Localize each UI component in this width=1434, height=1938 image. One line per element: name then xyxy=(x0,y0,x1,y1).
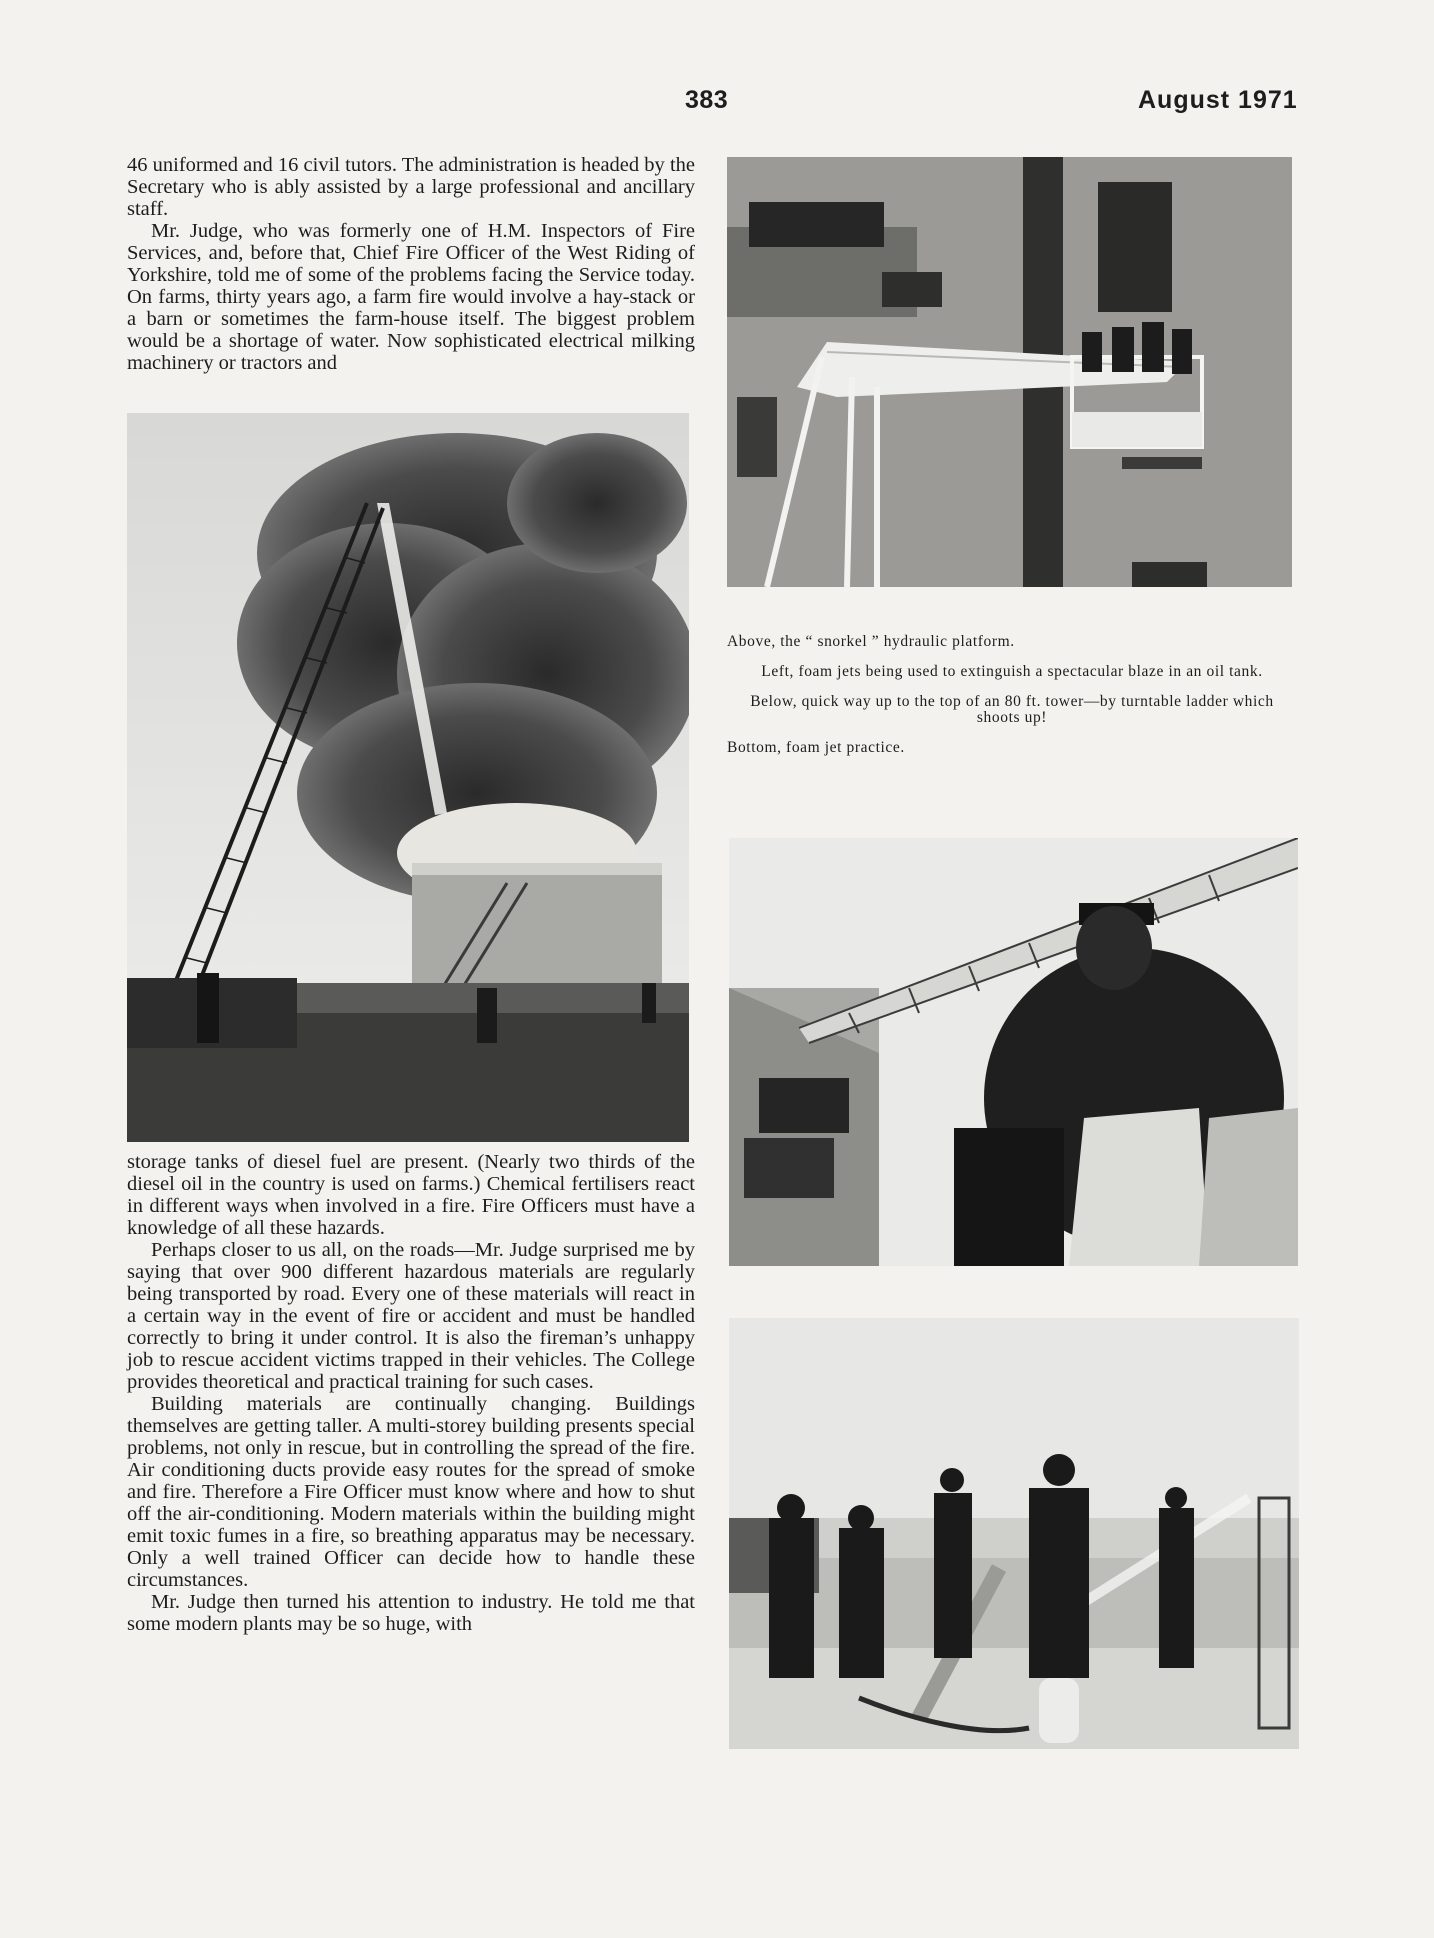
article-paragraph: Mr. Judge then turned his attention to industry. He told me that some modern plants may be so huge, with xyxy=(127,1591,695,1635)
article-paragraph: 46 uniformed and 16 civil tutors. The administration is headed by the Secretary who is ably assisted by a large professional and ancillary staff. xyxy=(127,154,695,220)
caption-below: Below, quick way up to the top of an 80 ft. tower—by turntable ladder which shoots up! xyxy=(750,693,1274,726)
article-paragraph: Perhaps closer to us all, on the roads—Mr. Judge surprised me by saying that over 900 different hazardous materials are regularly being transported by road. Every one of these materials will react in a certain way in the event of fire or accident and must be handled correctly to bring it under control. It is also the fireman’s unhappy job to rescue accident victims trapped in their vehicles. The College provides theoretical and practical training for such cases. xyxy=(127,1239,695,1393)
photo-captions xyxy=(727,634,1297,770)
foam-jet-practice-photo xyxy=(729,1318,1299,1749)
issue-date: August 1971 xyxy=(1138,86,1298,114)
caption-above: Above, the “ snorkel ” hydraulic platform. xyxy=(727,633,1015,650)
caption-left: Left, foam jets being used to extinguish a spectacular blaze in an oil tank. xyxy=(761,663,1263,680)
page-number: 383 xyxy=(685,86,729,114)
article-paragraph: Mr. Judge, who was formerly one of H.M. Inspectors of Fire Services, and, before that, Chief Fire Officer of the West Riding of Yorkshire, told me of some of the problems facing the Service today. On farms, thirty years ago, a farm fire would involve a hay-stack or a barn or sometimes the farm-house itself. The biggest problem would be a shortage of water. Now sophisticated electrical milking machinery or tractors and xyxy=(127,220,695,374)
oil-tank-fire-photo xyxy=(127,413,689,1142)
snorkel-platform-photo xyxy=(727,157,1292,587)
caption-bottom: Bottom, foam jet practice. xyxy=(727,739,905,756)
turntable-ladder-photo xyxy=(729,838,1298,1266)
article-text-bottom xyxy=(127,1151,695,1635)
article-paragraph: Building materials are continually changing. Buildings themselves are getting taller. A multi-storey building presents special problems, not only in rescue, but in controlling the spread of the fire. Air conditioning ducts provide easy routes for the spread of smoke and fire. Therefore a Fire Officer must know where and how to shut off the air-conditioning. Modern materials within the building might emit toxic fumes in a fire, so breathing apparatus may be necessary. Only a well trained Officer can decide how to handle these circumstances. xyxy=(127,1393,695,1591)
article-text-top xyxy=(127,154,695,374)
article-paragraph: storage tanks of diesel fuel are present. (Nearly two thirds of the diesel oil in the country is used on farms.) Chemical fertilisers react in different ways when involved in a fire. Fire Officers must have a knowledge of all these hazards. xyxy=(127,1151,695,1239)
